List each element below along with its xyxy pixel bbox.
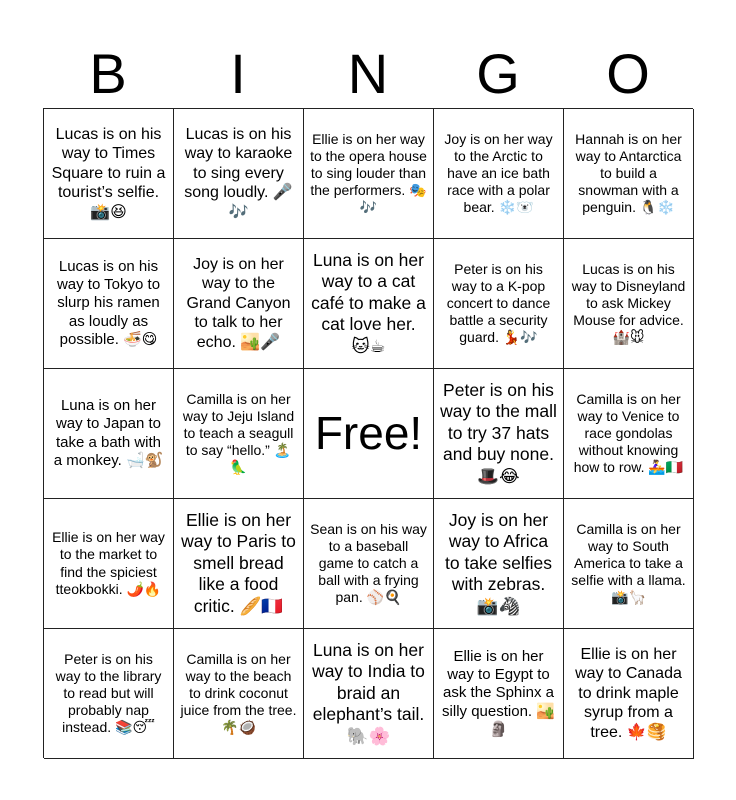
cell-text: Hannah is on her way to Antarctica to build a snowman with a penguin. 🐧❄️ <box>575 130 682 216</box>
cell-text: Sean is on his way to a baseball game to catch a ball with a frying pan. ⚾🍳 <box>310 520 427 606</box>
bingo-cell[interactable] <box>434 369 564 499</box>
bingo-cell[interactable] <box>434 109 564 239</box>
header-letter-g: G <box>476 42 520 105</box>
cell-text: Luna is on her way to Japan to take a bath with a monkey. 🛁🐒 <box>53 396 164 469</box>
cell-text: Ellie is on her way to Canada to drink maple syrup from a tree. 🍁🥞 <box>575 645 682 741</box>
cell-text: Ellie is on her way to the market to find the spiciest tteokbokki. 🌶️🔥 <box>52 529 165 597</box>
cell-text: Joy is on her way to Africa to take selfies with zebras. 📸🦓 <box>445 510 552 616</box>
free-space-label: Free! <box>314 407 423 460</box>
cell-text: Joy is on her way to the Grand Canyon to talk to her echo. 🏜️🎤 <box>186 255 291 351</box>
bingo-cell[interactable] <box>44 629 174 759</box>
cell-text: Peter is on his way to the mall to try 37 hats and buy none. 🎩😂 <box>440 380 557 486</box>
bingo-board <box>43 108 693 758</box>
header-letter-b: B <box>89 42 127 105</box>
cell-text: Lucas is on his way to Disneyland to ask Mickey Mouse for advice. 🏰🐭 <box>571 260 686 346</box>
header-letter-i: I <box>230 42 246 105</box>
bingo-cell[interactable] <box>174 369 304 499</box>
cell-text: Ellie is on her way to Egypt to ask the Sphinx a silly question. 🏜️🗿 <box>442 647 555 738</box>
bingo-cell[interactable] <box>564 629 694 759</box>
header-letter-n: N <box>347 42 389 105</box>
bingo-cell[interactable] <box>304 109 434 239</box>
bingo-header <box>43 40 693 108</box>
cell-text: Camilla is on her way to the beach to drink coconut juice from the tree. 🌴🥥 <box>180 650 297 736</box>
free-space[interactable] <box>304 369 434 499</box>
bingo-cell[interactable] <box>44 499 174 629</box>
bingo-cell[interactable] <box>174 499 304 629</box>
bingo-cell[interactable] <box>174 629 304 759</box>
bingo-cell[interactable] <box>44 109 174 239</box>
cell-text: Lucas is on his way to karaoke to sing every song loudly. 🎤🎶 <box>184 125 293 221</box>
header-letter-o: O <box>606 42 650 105</box>
cell-text: Lucas is on his way to Times Square to ruin a tourist’s selfie. 📸😆 <box>51 125 166 221</box>
cell-text: Luna is on her way to a cat café to make a cat love her. 🐱☕ <box>311 250 426 356</box>
cell-text: Ellie is on her way to Paris to smell bread like a food critic. 🥖🇫🇷 <box>181 510 296 616</box>
cell-text: Camilla is on her way to Venice to race gondolas without knowing how to row. 🚣‍♀️🇮🇹 <box>573 390 684 476</box>
cell-text: Peter is on his way to the library to read but will probably nap instead. 📚😴 <box>55 650 162 736</box>
cell-text: Ellie is on her way to the opera house to sing louder than the performers. 🎭🎶 <box>310 130 427 216</box>
bingo-cell[interactable] <box>434 499 564 629</box>
bingo-cell[interactable] <box>564 109 694 239</box>
cell-text: Joy is on her way to the Arctic to have an ice bath race with a polar bear. ❄️🐻‍❄️ <box>444 130 553 216</box>
bingo-cell[interactable] <box>564 499 694 629</box>
bingo-cell[interactable] <box>434 629 564 759</box>
bingo-cell[interactable] <box>564 239 694 369</box>
cell-text: Peter is on his way to a K-pop concert to dance battle a security guard. 💃🎶 <box>446 260 551 346</box>
bingo-cell[interactable] <box>44 369 174 499</box>
cell-text: Camilla is on her way to Jeju Island to teach a seagull to say “hello.” 🏝️🦜 <box>182 390 295 476</box>
bingo-cell[interactable] <box>564 369 694 499</box>
bingo-cell[interactable] <box>434 239 564 369</box>
bingo-cell[interactable] <box>304 499 434 629</box>
cell-text: Lucas is on his way to Tokyo to slurp his ramen as loudly as possible. 🍜😋 <box>56 257 161 348</box>
bingo-cell[interactable] <box>174 109 304 239</box>
bingo-cell[interactable] <box>304 629 434 759</box>
bingo-cell[interactable] <box>304 239 434 369</box>
bingo-cell[interactable] <box>174 239 304 369</box>
bingo-cell[interactable] <box>44 239 174 369</box>
cell-text: Camilla is on her way to South America to take a selfie with a llama. 📸🦙 <box>571 520 686 606</box>
cell-text: Luna is on her way to India to braid an elephant’s tail. 🐘🌸 <box>312 640 425 746</box>
